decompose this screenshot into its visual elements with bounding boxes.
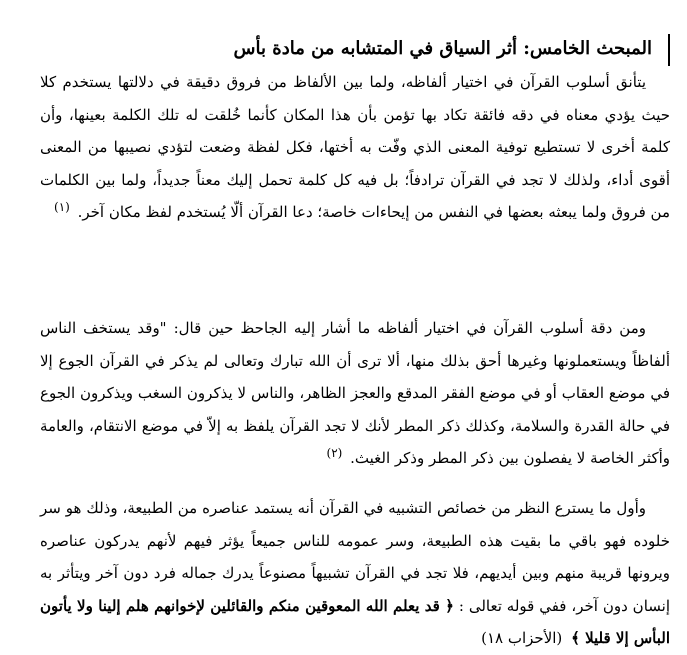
paragraph-3-text: وأول ما يسترع النظر من خصائص التشبيه في القرآن أنه يستمد عناصره من الطبيعة، وذلك هو سر خلوده فهو باقي ما بقيت هذه الطبيعة، وسر عمومه للناس جميعاً يؤثر فيهم لأنهم يدركون عناصره ويرونها قريبة منهم وبين أيديهم، فلا تجد في القرآن تشبيهاً مصنوعاً يدرك جماله فرد دون آخر ويتأثر به إنسان دون آخر، ففي قوله تعالى : [40, 499, 670, 615]
paragraph-1 [40, 66, 670, 230]
verse-reference: (الأحزاب ١٨) [481, 629, 563, 647]
footnote-marker-1: (١) [54, 200, 70, 214]
document-page [40, 26, 670, 647]
paragraph-2-text: ومن دقة أسلوب القرآن في اختيار ألفاظه ما أشار إليه الجاحظ حين قال: "وقد يستخف الناس ألفاظاً ويستعملونها وغيرها أحق بذلك منها، ألا ترى أن الله تبارك وتعالى لم يذكر في القرآن الجوع إلا في موضع العقاب أو في موضع الفقر المدقع والعجز الظاهر، والناس لا يذكرون السغب ويذكرون الجوع في حالة القدرة والسلامة، وكذلك ذكر المطر لأنك لا تجد القرآن يلفظ به إلاّ في موضع الانتقام، والعامة وأكثر الخاصة لا يفصلون بين ذكر المطر وذكر الغيث. [40, 319, 670, 467]
section-heading: المبحث الخامس: أثر السياق في المتشابه من مادة بأس [233, 38, 652, 59]
footnote-marker-2: (٢) [326, 446, 343, 460]
paragraph-1-text: يتأنق أسلوب القرآن في اختيار ألفاظه، ولما بين الألفاظ من فروق دقيقة في دلالتها يستخدم كلا حيث يؤدي معناه في دقه فائقة تكاد بها تؤمن بأن هذا المكان كأنما خُلقت له تلك الكلمة بعينها، وأن كلمة أخرى لا تستطيع توفية المعنى الذي وفّت به أختها، فكل لفظة وضعت لتؤدي نصيبها من المعنى أقوى أداء، ولذلك لا تجد في القرآن ترادفاً؛ بل فيه كل كلمة تحمل إليك معناً جديداً، ولما بين الكلمات من فروق ولما يبعثه بعضها في النفس من إيحاءات خاصة؛ دعا القرآن ألّا يُستخدم لفظ مكان آخر. [40, 73, 670, 221]
text-cursor [668, 34, 670, 66]
quran-verse: ﴿ قد يعلم الله المعوقين منكم والقائلين لإخوانهم هلم إلينا ولا يأتون البأس إلا قليلا ﴾ [40, 596, 670, 647]
paragraph-2 [40, 312, 670, 476]
paragraph-3 [40, 492, 670, 655]
